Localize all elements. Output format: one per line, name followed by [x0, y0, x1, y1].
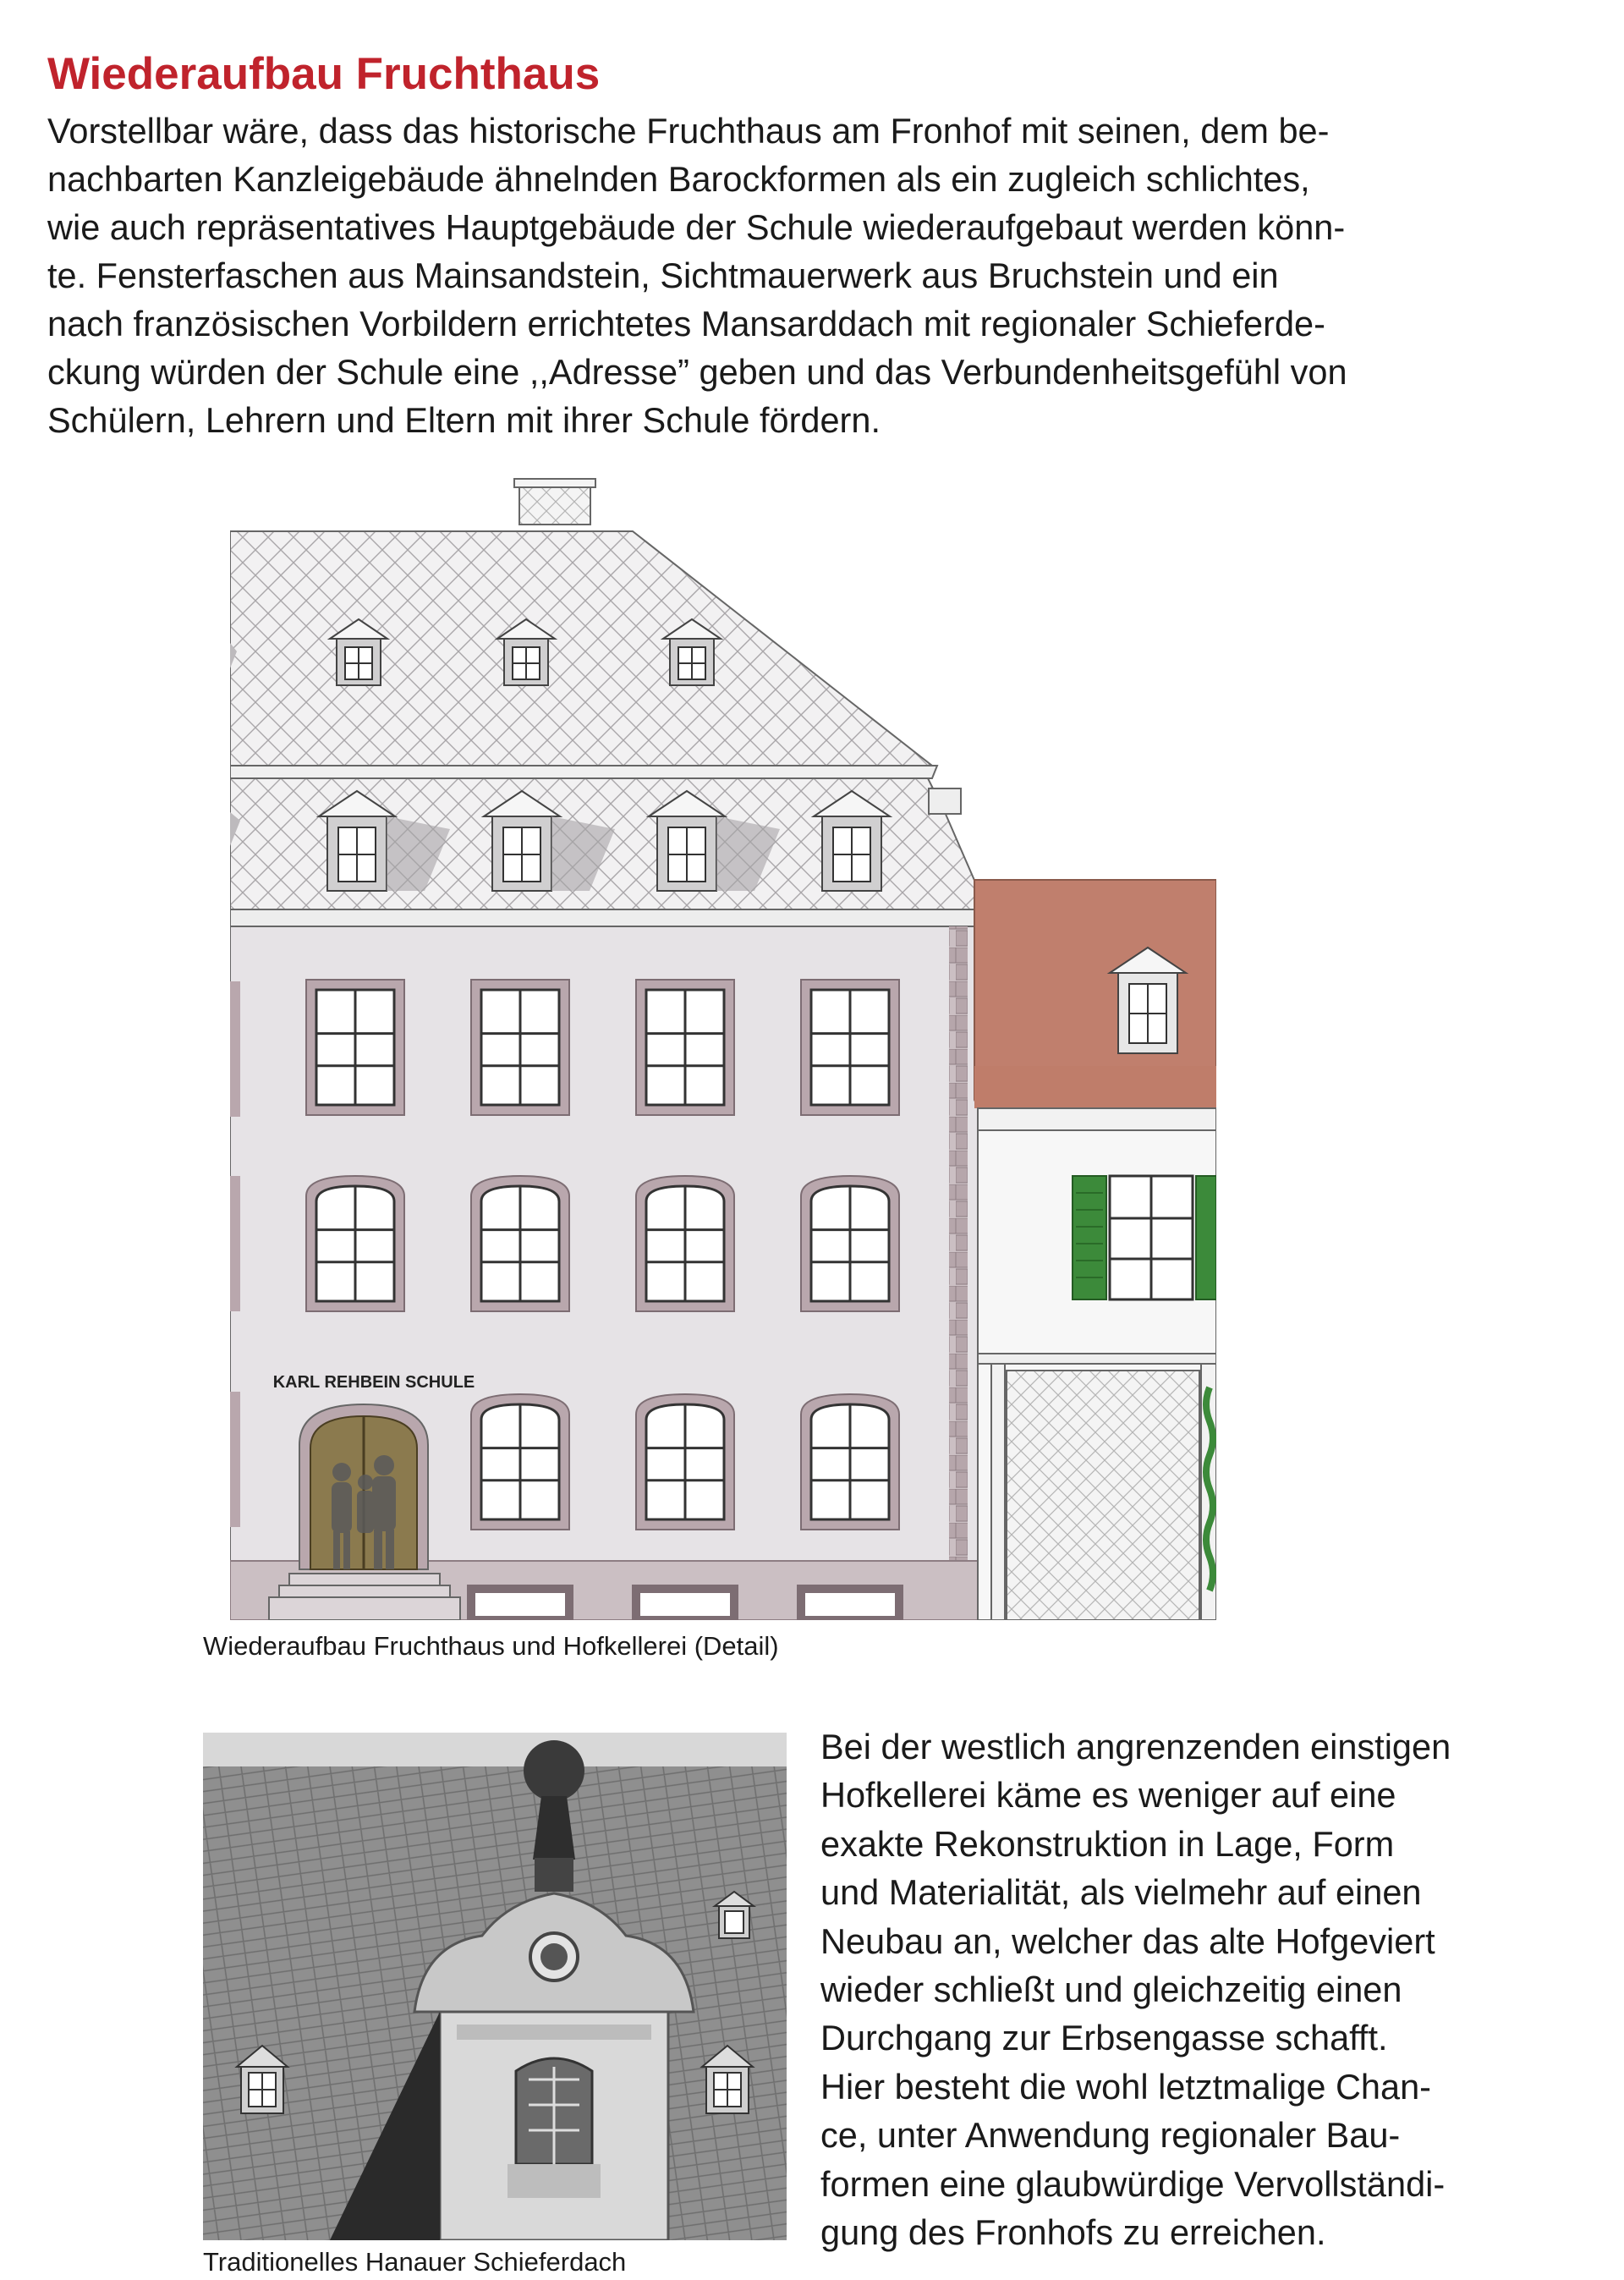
side-line: exakte Rekonstruktion in Lage, Form [820, 1823, 1395, 1864]
side-line: gung des Fronhofs zu erreichen. [820, 2212, 1326, 2253]
school-sign: KARL REHBEIN SCHULE [272, 1373, 475, 1392]
side-line: Neubau an, welcher das alte Hofgeviert [820, 1920, 1435, 1961]
side-line: Hier besteht die wohl letztmalige Chan- [820, 2066, 1431, 2107]
basement-window [471, 1589, 569, 1620]
side-paragraph [820, 1722, 1582, 2256]
side-line: ce, unter Anwendung regionaler Bau- [820, 2115, 1401, 2156]
intro-line: Vorstellbar wäre, dass das historische Fruchthaus am Fronhof mit seinen, dem be- [47, 111, 1330, 151]
side-line: Hofkellerei käme es weniger auf eine [820, 1775, 1396, 1816]
facade-elevation-drawing [230, 474, 1216, 1620]
intro-paragraph [47, 107, 1561, 444]
page-title: Wiederaufbau Fruchthaus [47, 48, 601, 99]
slate-roof-photo [203, 1733, 787, 2240]
side-line: wieder schließt und gleichzeitig einen [820, 1970, 1402, 2010]
figure-caption-photo: Traditionelles Hanauer Schieferdach [203, 2247, 627, 2277]
intro-line: Schülern, Lehrern und Eltern mit ihrer Schule fördern. [47, 400, 881, 440]
side-line: formen eine glaubwürdige Vervollständi- [820, 2163, 1446, 2204]
basement-window [801, 1589, 899, 1620]
intro-line: nach französischen Vorbildern errichtetes Mansarddach mit regionaler Schieferde- [47, 304, 1325, 343]
basement-window [636, 1589, 734, 1620]
intro-line: nachbarten Kanzleigebäude ähnelnden Barockformen als ein zugleich schlichtes, [47, 159, 1310, 199]
intro-line: te. Fensterfaschen aus Mainsandstein, Sichtmauerwerk aus Bruchstein und ein [47, 255, 1279, 295]
side-line: Durchgang zur Erbsengasse schafft. [820, 2018, 1388, 2058]
intro-line: wie auch repräsentatives Hauptgebäude der Schule wiederaufgebaut werden könn- [47, 207, 1346, 247]
intro-line: ckung würden der Schule eine ,,Adresse” geben und das Verbundenheitsgefühl von [47, 352, 1347, 392]
side-line: Bei der westlich angrenzenden einstigen [820, 1727, 1451, 1766]
figure-caption-elevation: Wiederaufbau Fruchthaus und Hofkellerei (Detail) [203, 1631, 779, 1661]
side-line: und Materialität, als vielmehr auf einen [820, 1872, 1422, 1913]
